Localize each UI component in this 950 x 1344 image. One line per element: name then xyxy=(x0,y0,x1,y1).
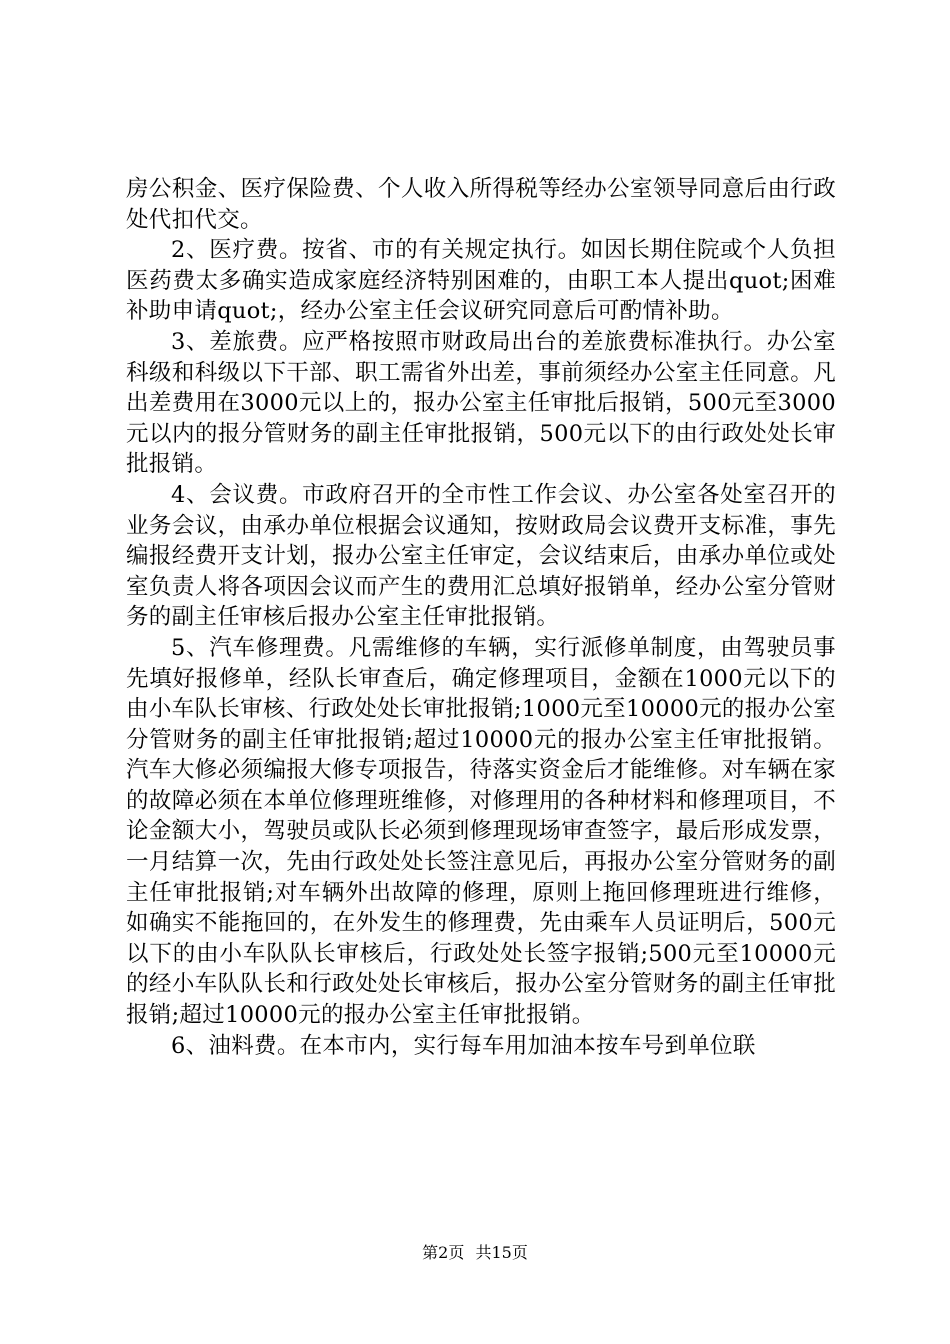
page-number: 第2页 xyxy=(422,1243,465,1262)
document-body xyxy=(126,174,836,1061)
page-total: 共15页 xyxy=(475,1243,528,1262)
paragraph-6: 6、油料费。在本市内，实行每车用加油本按车号到单位联 xyxy=(171,1032,756,1059)
paragraph-2: 2、医疗费。按省、市的有关规定执行。如因长期住院或个人负担医药费太多确实造成家庭经济特别困难的，由职工本人提出quot;困难补助申请quot;，经办公室主任会议研究同意后可酌情补助。 xyxy=(126,237,836,325)
paragraph-3: 3、差旅费。应严格按照市财政局出台的差旅费标准执行。办公室科级和科级以下干部、职工需省外出差，事前须经办公室主任同意。凡出差费用在3000元以上的，报办公室主任审批后报销，500元至3000元以内的报分管财务的副主任审批报销，500元以下的由行政处处长审批报销。 xyxy=(126,328,836,478)
paragraph-5: 5、汽车修理费。凡需维修的车辆，实行派修单制度，由驾驶员事先填好报修单，经队长审查后，确定修理项目，金额在1000元以下的由小车队长审核、行政处处长审批报销;1000元至10000元的报办公室分管财务的副主任审批报销;超过10000元的报办公室主任审批报销。汽车大修必须编报大修专项报告，待落实资金后才能维修。对车辆在家的故障必须在本单位修理班维修，对修理用的各种材料和修理项目，不论金额大小，驾驶员或队长必须到修理现场审查签字，最后形成发票，一月结算一次，先由行政处处长签注意见后，再报办公室分管财务的副主任审批报销;对车辆外出故障的修理，原则上拖回修理班进行维修，如确实不能拖回的，在外发生的修理费，先由乘车人员证明后，500元以下的由小车队队长审核后，行政处处长签字报销;500元至10000元的经小车队队长和行政处处长审核后，报办公室分管财务的副主任审批报销;超过10000元的报办公室主任审批报销。 xyxy=(126,634,836,1029)
paragraph-1: 房公积金、医疗保险费、个人收入所得税等经办公室领导同意后由行政处代扣代交。 xyxy=(126,176,836,233)
paragraph-4: 4、会议费。市政府召开的全市性工作会议、办公室各处室召开的业务会议，由承办单位根据会议通知，按财政局会议费开支标准，事先编报经费开支计划，报办公室主任审定，会议结束后，由承办单位或处室负责人将各项因会议而产生的费用汇总填好报销单，经办公室分管财务的副主任审核后报办公室主任审批报销。 xyxy=(126,481,836,631)
page-footer xyxy=(0,1242,950,1264)
